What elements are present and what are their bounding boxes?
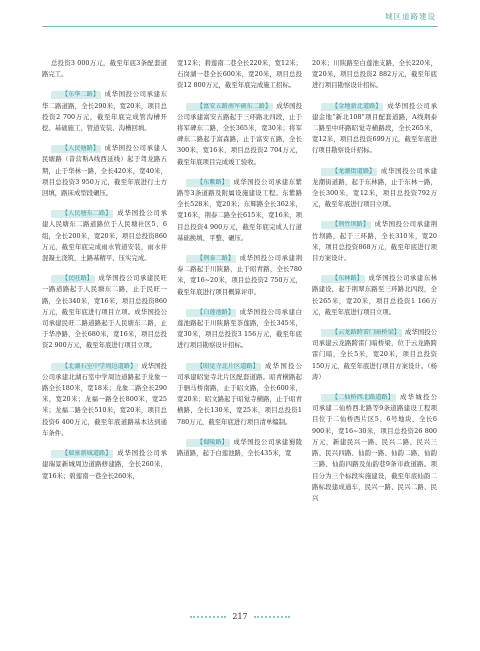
paragraph-text: 成华国投公司承建东紫路等3条道路及附属设施建设工程。东紫路全长528米，宽20米；东辉路全长362米，宽16米，荆泰二路全长615米，宽16米，项目总投资4 900万元，截至年底完成人行道基础换填、平整、碾压。 bbox=[177, 177, 302, 242]
paragraph-text: 成华国投公司承建东华二路道路，全长290米，宽20米，项目总投资2 700万元，截至年底完成管沟槽开挖、基础施工、管道安装、沟槽回填。 bbox=[42, 90, 167, 133]
section-tag: 【白莲池路】 bbox=[186, 309, 236, 317]
section-tag: 【荆竹坝路】 bbox=[321, 221, 371, 229]
page-footer bbox=[0, 612, 480, 621]
paragraph-text: 成华国投公司承建云龙路跨雷门暗桥梁，位于云龙路跨雷门暗，全长5米，宽20米，项目总投资150万元，截至年底进行项目方案设计。（杨 涛） bbox=[312, 328, 444, 381]
paragraph bbox=[312, 58, 437, 92]
paragraph-text: 成华国投公司承建东林路建设，起于荆翠东路至三环路北四段，全长265米，宽20米，项目总投资1 166万元，截至年底进行项目立项。 bbox=[312, 274, 437, 316]
paragraph bbox=[177, 361, 302, 428]
header-divider bbox=[42, 26, 438, 27]
paragraph-text: 20米；川陕路至白莲池支路，全长220米，宽20米，项目总投资2 882万元，截至年底进行项目勘察设计招标。 bbox=[312, 59, 437, 90]
paragraph-text: 成华国投公司承建民旺一路道路起于人民塘东二路，止于民旺一路，全长340米，宽16米，项目总投资860万元，截至年底进行项目立项。成华国投公司承建民旺二路道路起于人民塘东二路，止于华净路，全长680米，宽16米，项目总投资2 900万元，截至年底进行项目立项。 bbox=[42, 274, 167, 350]
paragraph bbox=[42, 143, 167, 199]
section-tag: 【荆泰二路】 bbox=[186, 255, 236, 263]
section-tag: 【东华二路】 bbox=[51, 91, 101, 99]
column-1 bbox=[42, 58, 167, 513]
paragraph-text: 成华国投公司承建金地“新北108”项目配套道路，A线荆泰二路至中环路昭觉寺横路段，全长265米，宽12米，项目总投资699万元，截至年底进行项目勘察设计招标。 bbox=[312, 101, 437, 155]
section-tag: 【金地新北道路】 bbox=[321, 103, 383, 111]
paragraph bbox=[177, 58, 302, 92]
paragraph-text: 成华国投公司承建富安五路起于三环路北四段，止于将军碑东二路，全长365米，宽30米；将军碑东二路起于富森路，止于富安五路，全长300米，宽16米，项目总投资2 704万元，截至年底项目完成竣工验收。 bbox=[177, 101, 302, 166]
section-tag: 【人民塘东二路】 bbox=[51, 210, 113, 218]
section-tag: 【北湖石室中学周边道路】 bbox=[51, 363, 138, 371]
running-header: 城区道路建设 bbox=[385, 12, 436, 21]
section-tag: 【二仙桥西北路道路】 bbox=[321, 394, 396, 402]
paragraph-text: 成华国投公司承建龙潮街道路，起于东林路，止于东林一路，全长300米，宽12米，项目总投资792万元，截至年底进行项目立项。 bbox=[312, 166, 437, 209]
paragraph bbox=[312, 392, 437, 504]
paragraph bbox=[42, 361, 167, 439]
section-tag: 【东林路】 bbox=[321, 275, 365, 283]
paragraph bbox=[42, 58, 167, 80]
paragraph bbox=[42, 273, 167, 351]
column-3 bbox=[312, 58, 444, 513]
paragraph bbox=[42, 89, 167, 134]
paragraph-text: 成华国投公司承建北湖石室中学周边道路起于龙象一路全长180米，宽18米；龙象二路全长290米，宽20米；龙福一路全长800米，宽25米；龙福二路全长510米，宽20米，项目总投资6 400万元，截至年底道路基本达到通车条件。 bbox=[42, 361, 167, 437]
paragraph-text: 成华国投公司承建蜀陵路道路，起于白莲池路，全长435米，宽 bbox=[177, 437, 302, 458]
paragraph bbox=[177, 177, 302, 244]
footer-ornament-right bbox=[254, 616, 290, 618]
paragraph-text: 成华国投公司承建瑞景新城周边道路修建路，全长260米，宽16米；碧莲南一巷全长260米， bbox=[42, 449, 167, 480]
paragraph bbox=[177, 307, 302, 352]
paragraph bbox=[177, 101, 302, 168]
footer-ornament-left bbox=[190, 616, 226, 618]
section-tag: 【富安五路南军硕东二路】 bbox=[186, 103, 273, 111]
column-2 bbox=[177, 58, 302, 513]
paragraph-text: 宽12米；碧莲南二巷全长220米，宽12米；石岗湖一巷全长600米，宽20米，项目总投资12 800万元，截至年底完成施工招标。 bbox=[177, 59, 302, 90]
paragraph bbox=[42, 448, 167, 482]
paragraph-text: 成华城投公司承建二仙桥西北路等9条道路建设工程项目位于二仙桥西片区5、6号地块，全长6 900米，宽16~30米，项目总投资26 800万元，新建民兴一路、民兴二路、民兴三路、民兴四路、仙韵一路、仙韵二路、仙韵三路、仙韵四路及仙韵巷9条市政道路。项目分为三个标段实施建设，截至年底仙韵二路标段建成通车，民兴一路、民兴二路、民兴 bbox=[312, 393, 437, 502]
section-tag: 【民旺路】 bbox=[51, 275, 95, 283]
paragraph bbox=[312, 219, 437, 264]
paragraph bbox=[177, 253, 302, 298]
page-number: 217 bbox=[232, 612, 248, 621]
section-tag: 【蜀陵路】 bbox=[186, 439, 230, 447]
paragraph-text: 成华国投公司承建白莲池路起于川陕路至茶莲路，全长345米，宽30米，项目总投资3 156万元，截至年底进行项目勘察设计招标。 bbox=[177, 307, 302, 350]
section-tag: 【瑞景新城道路】 bbox=[51, 450, 113, 458]
section-tag: 【昭觉寺北片区道路】 bbox=[186, 363, 261, 371]
paragraph bbox=[312, 101, 437, 157]
section-tag: 【东紫路】 bbox=[186, 179, 230, 187]
paragraph-text: 成华国投公司承建昭觉寺北片区配套道路。昭青横路起于驷马桥南路，止于昭文路，全长600米，宽20米；昭文路起于昭觉寺横路，止于昭青横路，全长130米，宽25米，项目总投资1 780万元，截至年底进行项目清单编制。 bbox=[177, 361, 302, 426]
paragraph-text: 成华国投公司承建荆竹坝路，起于三环路，全长310米，宽20米，项目总投资868万元，截至年底进行项目方案设计。 bbox=[312, 220, 437, 263]
paragraph-text: 总投资3 000万元，截至年底3条配套道路完工。 bbox=[42, 59, 167, 79]
section-tag: 【云龙路跨雷门暗桥梁】 bbox=[321, 329, 402, 337]
article-columns bbox=[42, 58, 444, 513]
paragraph bbox=[312, 273, 437, 318]
paragraph-text: 成华国投公司承建人民塘东二路道路位于人民塘社区5、6组，全长200米，宽20米，项目总投资860万元，截至年底完成雨水管道安装，雨水井混凝土浇筑，土路基精平、压实完成。 bbox=[42, 209, 167, 263]
paragraph bbox=[312, 166, 437, 211]
section-tag: 【龙潮街道路】 bbox=[321, 168, 377, 176]
paragraph bbox=[312, 327, 444, 383]
paragraph-text: 成华国投公司承建人民塘路（昔营斯A线西延线）起于驾龙路五期，止于华林一路，全长420米，宽40米，项目总投资3 950万元，截至年底进行土方回填，路床成型段碾压。 bbox=[42, 144, 167, 198]
paragraph bbox=[42, 208, 167, 264]
paragraph-text: 成华国投公司承建荆泰二路起于川陕路，止于昭青路，全长780米，宽16~20米，项目总投资2 750万元，截至年底进行项目概算评审。 bbox=[177, 254, 302, 296]
section-tag: 【人民塘路】 bbox=[51, 145, 101, 153]
paragraph bbox=[177, 437, 302, 459]
